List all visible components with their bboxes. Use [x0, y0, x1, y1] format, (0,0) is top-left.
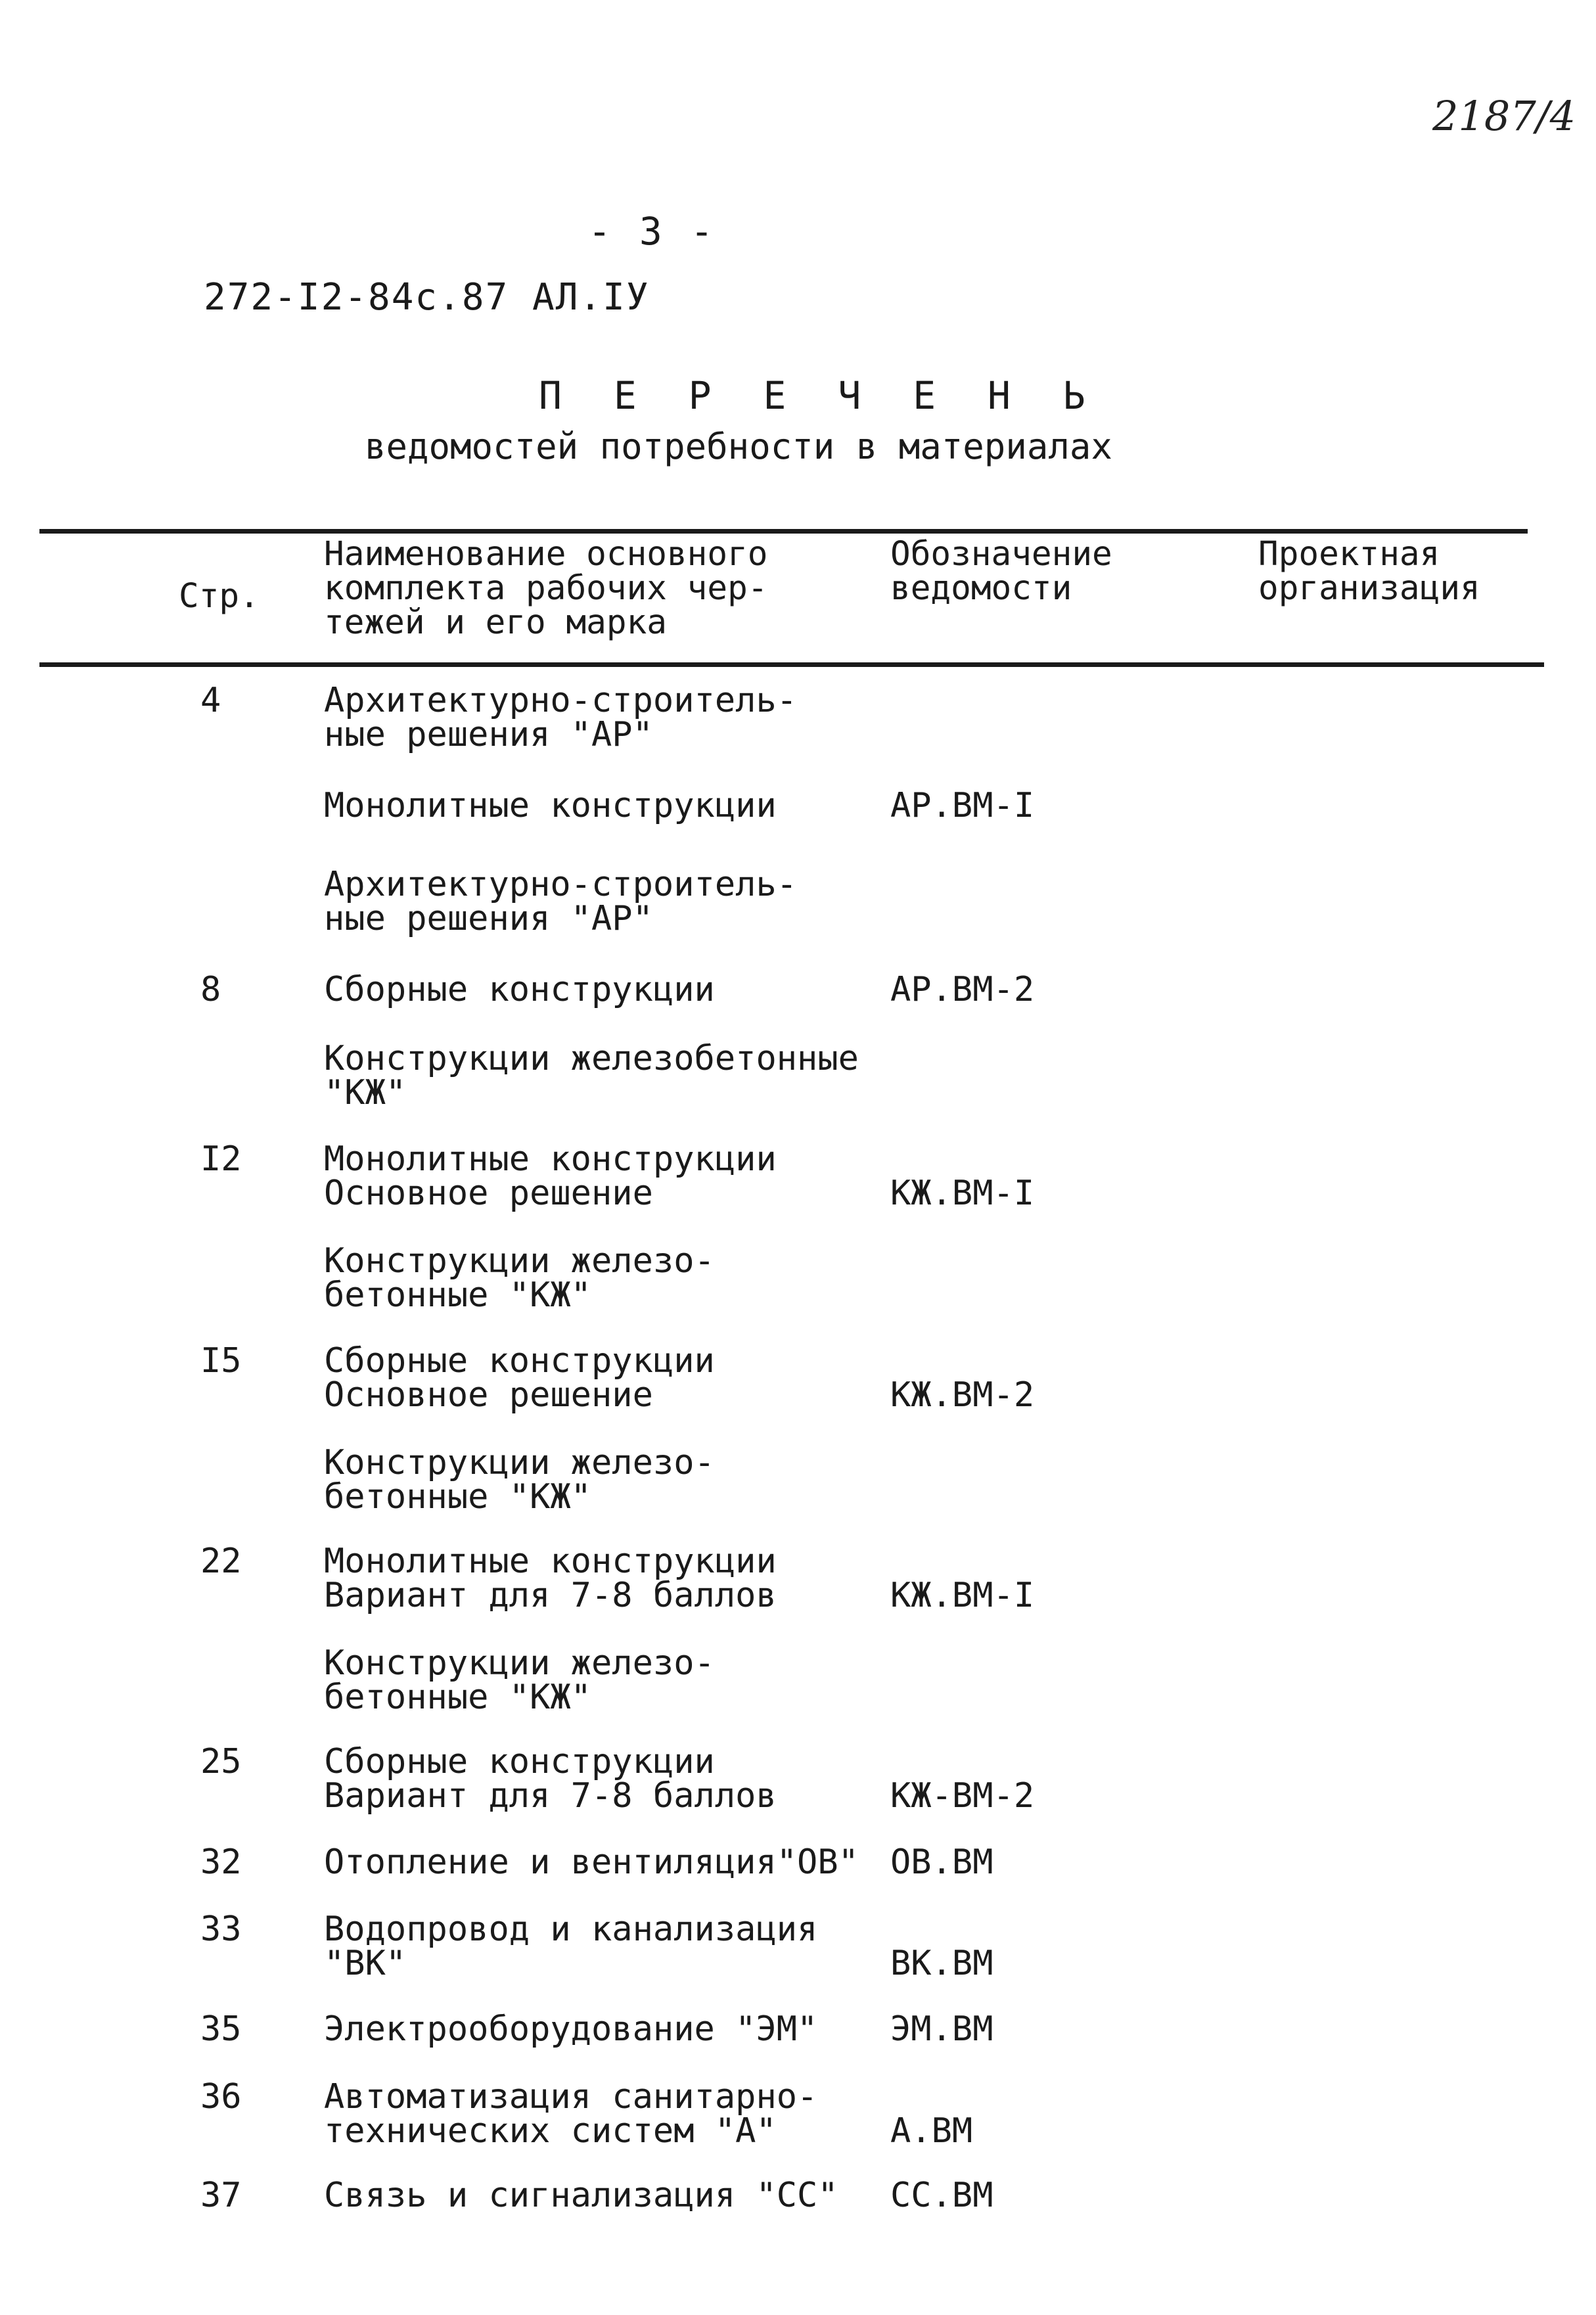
- row-name: Связь и сигнализация "СС": [324, 2176, 838, 2215]
- row-name: Водопровод и канализация "ВК": [324, 1910, 818, 1983]
- row-name: Архитектурно-строитель- ные решения "АР": [324, 865, 798, 938]
- document-title: П Е Р Е Ч Е Н Ь: [539, 373, 1100, 418]
- row-code: ВК.ВМ: [890, 1944, 993, 1983]
- row-page: 35: [200, 2009, 242, 2049]
- row-name: Конструкции железо- бетонные "КЖ": [324, 1241, 715, 1315]
- row-page: 37: [200, 2176, 242, 2215]
- row-name: Конструкции железобетонные "КЖ": [324, 1039, 859, 1112]
- row-name: Сборные конструкции Основное решение: [324, 1341, 715, 1415]
- row-page: 22: [200, 1542, 242, 1581]
- row-name: Конструкции железо- бетонные "КЖ": [324, 1643, 715, 1717]
- row-page: 8: [200, 970, 221, 1009]
- row-name: Электрооборудование "ЭМ": [324, 2009, 818, 2049]
- row-name: Отопление и вентиляция"ОВ": [324, 1843, 859, 1882]
- handwritten-archive-number: 2187/4: [1432, 92, 1576, 140]
- header-name: Наименование основного комплекта рабочих чер- тежей и его марка: [324, 535, 768, 642]
- row-page: 32: [200, 1843, 242, 1882]
- row-page: I5: [200, 1341, 242, 1381]
- row-code: СС.ВМ: [890, 2176, 993, 2215]
- row-name: Монолитные конструкции Вариант для 7-8 баллов: [324, 1542, 777, 1615]
- page-number: - 3 -: [588, 209, 716, 254]
- document-reference: 272-I2-84c.87 АЛ.IУ: [204, 276, 650, 319]
- row-page: I2: [200, 1139, 242, 1179]
- header-page: Стр.: [179, 577, 260, 616]
- row-page: 36: [200, 2077, 242, 2117]
- row-code: КЖ.ВМ-I: [890, 1576, 1035, 1615]
- header-organization: Проектная организация: [1258, 535, 1480, 608]
- row-code: КЖ.ВМ-2: [890, 1375, 1035, 1415]
- row-name: Монолитные конструкции Основное решение: [324, 1139, 777, 1213]
- row-name: Конструкции железо- бетонные "КЖ": [324, 1443, 715, 1517]
- row-name: Автоматизация санитарно- технических систем "А": [324, 2077, 818, 2151]
- table-top-rule: [39, 529, 1528, 534]
- row-name: Архитектурно-строитель- ные решения "АР": [324, 681, 798, 754]
- row-name: Сборные конструкции: [324, 970, 715, 1009]
- row-page: 25: [200, 1742, 242, 1781]
- row-code: АР.ВМ-I: [890, 786, 1035, 825]
- row-name: Сборные конструкции Вариант для 7-8 баллов: [324, 1742, 777, 1816]
- row-code: КЖ-ВМ-2: [890, 1776, 1035, 1816]
- table-header-rule: [39, 662, 1544, 667]
- row-code: ОВ.ВМ: [890, 1843, 993, 1882]
- header-code: Обозначение ведомости: [890, 535, 1112, 608]
- document-subtitle: ведомостей потребности в материалах: [365, 426, 1112, 467]
- row-name: Монолитные конструкции: [324, 786, 777, 825]
- row-code: А.ВМ: [890, 2111, 973, 2151]
- row-code: КЖ.ВМ-I: [890, 1174, 1035, 1213]
- row-code: ЭМ.ВМ: [890, 2009, 993, 2049]
- row-page: 4: [200, 681, 221, 720]
- row-page: 33: [200, 1910, 242, 1949]
- row-code: АР.ВМ-2: [890, 970, 1035, 1009]
